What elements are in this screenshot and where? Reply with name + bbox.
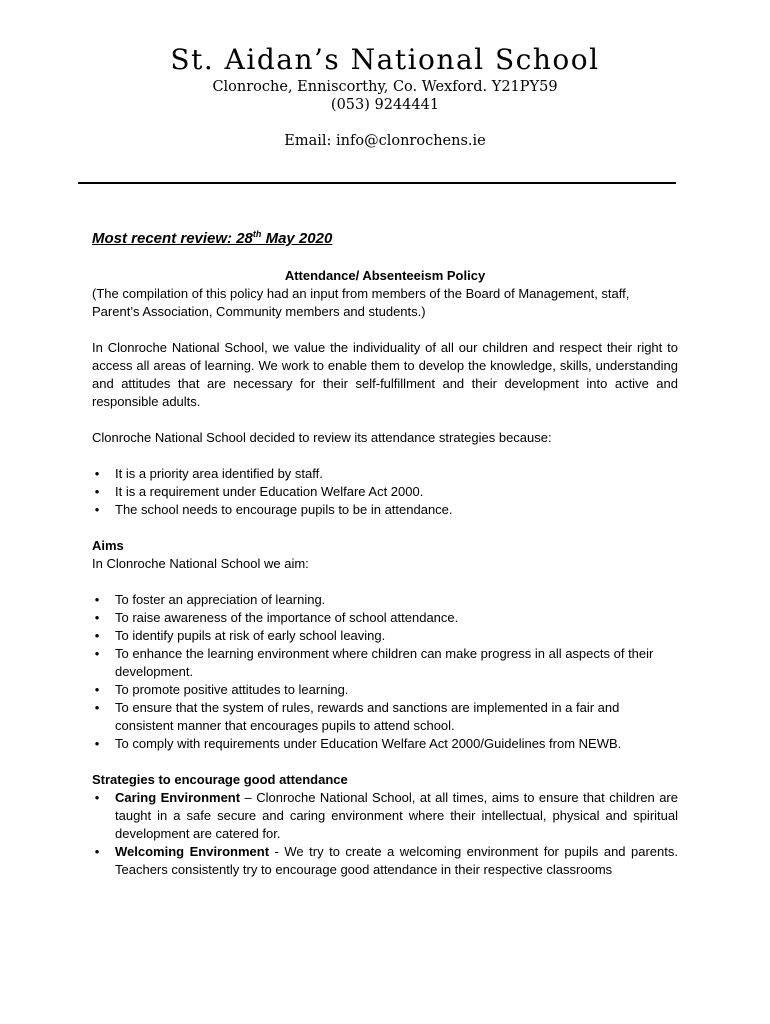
review-date xyxy=(92,225,678,248)
bullet-icon: • xyxy=(94,592,100,607)
review-suffix: May 2020 xyxy=(261,230,333,247)
bullet-icon: • xyxy=(94,628,100,643)
compilation-note: (The compilation of this policy had an input from members of the Board of Management, staff, Parent’s Association, Community members and students.) xyxy=(92,286,630,319)
review-reason: Clonroche National School decided to review its attendance strategies because: xyxy=(92,430,552,445)
strategy-text: - We try to create a welcoming environment for pupils and parents. Teachers consistently try to encourage good attendance in their respective classrooms xyxy=(115,844,678,877)
header-divider xyxy=(78,182,676,184)
school-email: Email: info@clonrochens.ie xyxy=(284,133,486,149)
list-item: • To enhance the learning environment where children can make progress in all aspects of their development. xyxy=(92,645,678,681)
letterhead xyxy=(0,42,770,150)
strategy-title: Welcoming Environment xyxy=(115,844,270,859)
policy-title: Attendance/ Absenteeism Policy xyxy=(284,268,486,283)
intro-paragraph: In Clonroche National School, we value the individuality of all our children and respect their right to access all areas of learning. We work to enable them to develop the knowledge, skills, understanding and attitudes that are necessary for their self-fulfillment and their development into active and responsible adults. xyxy=(92,340,678,409)
school-address: Clonroche, Enniscorthy, Co. Wexford. Y21PY59 xyxy=(212,79,558,95)
bullet-icon: • xyxy=(94,484,100,499)
strategy-text: – Clonroche National School, at all times, aims to ensure that children are taught in a safe secure and caring environment where their intellectual, physical and spiritual development are catered for. xyxy=(115,790,678,841)
school-phone: (053) 9244441 xyxy=(330,97,440,113)
policy-body xyxy=(92,225,678,897)
school-name: St. Aidan’s National School xyxy=(170,43,600,76)
list-item: • To raise awareness of the importance of school attendance. xyxy=(92,609,678,627)
review-prefix: Most recent review: 28 xyxy=(92,230,253,247)
bullet-icon: • xyxy=(94,682,100,697)
bullet-icon: • xyxy=(94,466,100,481)
strategies-list xyxy=(92,789,678,879)
list-item: • The school needs to encourage pupils to be in attendance. xyxy=(92,501,678,519)
list-item xyxy=(92,789,678,843)
bullet-icon: • xyxy=(94,700,100,715)
reasons-list xyxy=(92,465,678,519)
strategies-heading: Strategies to encourage good attendance xyxy=(92,772,348,787)
aims-heading: Aims xyxy=(92,538,124,553)
list-item: • To identify pupils at risk of early school leaving. xyxy=(92,627,678,645)
strategy-title: Caring Environment xyxy=(115,790,241,805)
aims-intro: In Clonroche National School we aim: xyxy=(92,556,309,571)
bullet-icon: • xyxy=(94,646,100,661)
list-item xyxy=(92,843,678,879)
list-item: • To foster an appreciation of learning. xyxy=(92,591,678,609)
bullet-icon: • xyxy=(94,736,100,751)
bullet-icon: • xyxy=(94,610,100,625)
review-sup: th xyxy=(252,229,262,239)
list-item: • To promote positive attitudes to learning. xyxy=(92,681,678,699)
bullet-icon: • xyxy=(94,790,100,805)
aims-list xyxy=(92,591,678,753)
bullet-icon: • xyxy=(94,844,100,859)
list-item: • To ensure that the system of rules, rewards and sanctions are implemented in a fair and consistent manner that encourages pupils to attend school. xyxy=(92,699,678,735)
list-item: • It is a priority area identified by staff. xyxy=(92,465,678,483)
list-item: • It is a requirement under Education Welfare Act 2000. xyxy=(92,483,678,501)
bullet-icon: • xyxy=(94,502,100,517)
list-item: • To comply with requirements under Education Welfare Act 2000/Guidelines from NEWB. xyxy=(92,735,678,753)
